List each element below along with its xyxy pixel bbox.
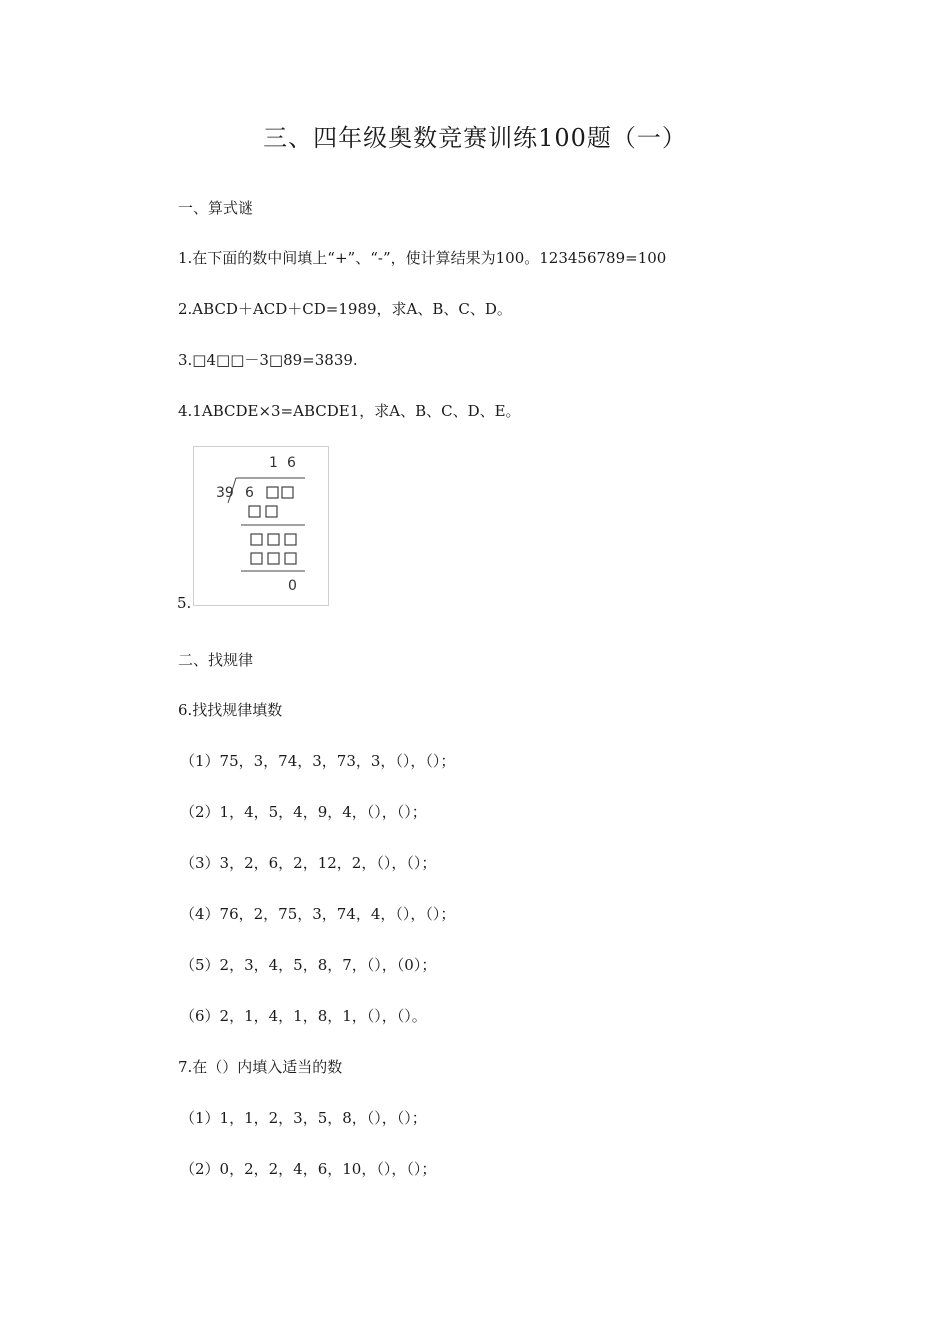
q6-item-5: （5）2，3，4，5，8，7，（），（0）； <box>180 956 437 974</box>
blank-box <box>285 553 296 564</box>
blank-box <box>285 534 296 545</box>
blank-box <box>251 534 262 545</box>
blank-box <box>251 553 262 564</box>
blank-box <box>249 506 260 517</box>
q6-item-2: （2）1，4，5，4，9，4，（），（）； <box>180 803 427 821</box>
blank-box <box>266 506 277 517</box>
long-division-diagram <box>194 447 328 605</box>
section-heading-1: 一、算式谜 <box>178 199 254 217</box>
question-5-label: 5. <box>177 594 192 612</box>
q6-item-3: （3）3，2，6，2，12，2，（），（）； <box>180 854 437 872</box>
quotient-digit-1: 1 <box>269 455 278 471</box>
long-division-figure <box>193 446 329 606</box>
q7-item-2: （2）0，2，2，4，6，10，（），（）； <box>180 1160 437 1178</box>
blank-box <box>282 487 293 498</box>
question-1: 1.在下面的数中间填上“+”、“-”，使计算结果为100。123456789=100 <box>178 249 667 267</box>
blank-box <box>268 534 279 545</box>
final-remainder: 0 <box>288 578 297 594</box>
question-2: 2.ABCD＋ACD＋CD=1989，求A、B、C、D。 <box>178 300 512 318</box>
question-3: 3.□4□□－3□89=3839. <box>178 351 358 369</box>
question-7: 7.在（）内填入适当的数 <box>178 1058 343 1076</box>
dividend-first-digit: 6 <box>245 485 254 501</box>
document-title: 三、四年级奥数竞赛训练100题（一） <box>263 124 687 152</box>
q6-item-6: （6）2，1，4，1，8，1，（），（）。 <box>180 1007 427 1025</box>
q6-item-1: （1）75，3，74，3，73，3，（），（）； <box>180 752 456 770</box>
quotient-digit-2: 6 <box>287 455 296 471</box>
q6-item-4: （4）76，2，75，3，74，4，（），（）； <box>180 905 456 923</box>
question-6: 6.找找规律填数 <box>178 701 283 719</box>
question-4: 4.1ABCDE×3=ABCDE1，求A、B、C、D、E。 <box>178 402 521 420</box>
blank-box <box>267 487 278 498</box>
blank-box <box>268 553 279 564</box>
section-heading-2: 二、找规律 <box>178 651 254 669</box>
q7-item-1: （1）1，1，2，3，5，8，（），（）； <box>180 1109 427 1127</box>
divisor: 39 <box>216 485 234 501</box>
